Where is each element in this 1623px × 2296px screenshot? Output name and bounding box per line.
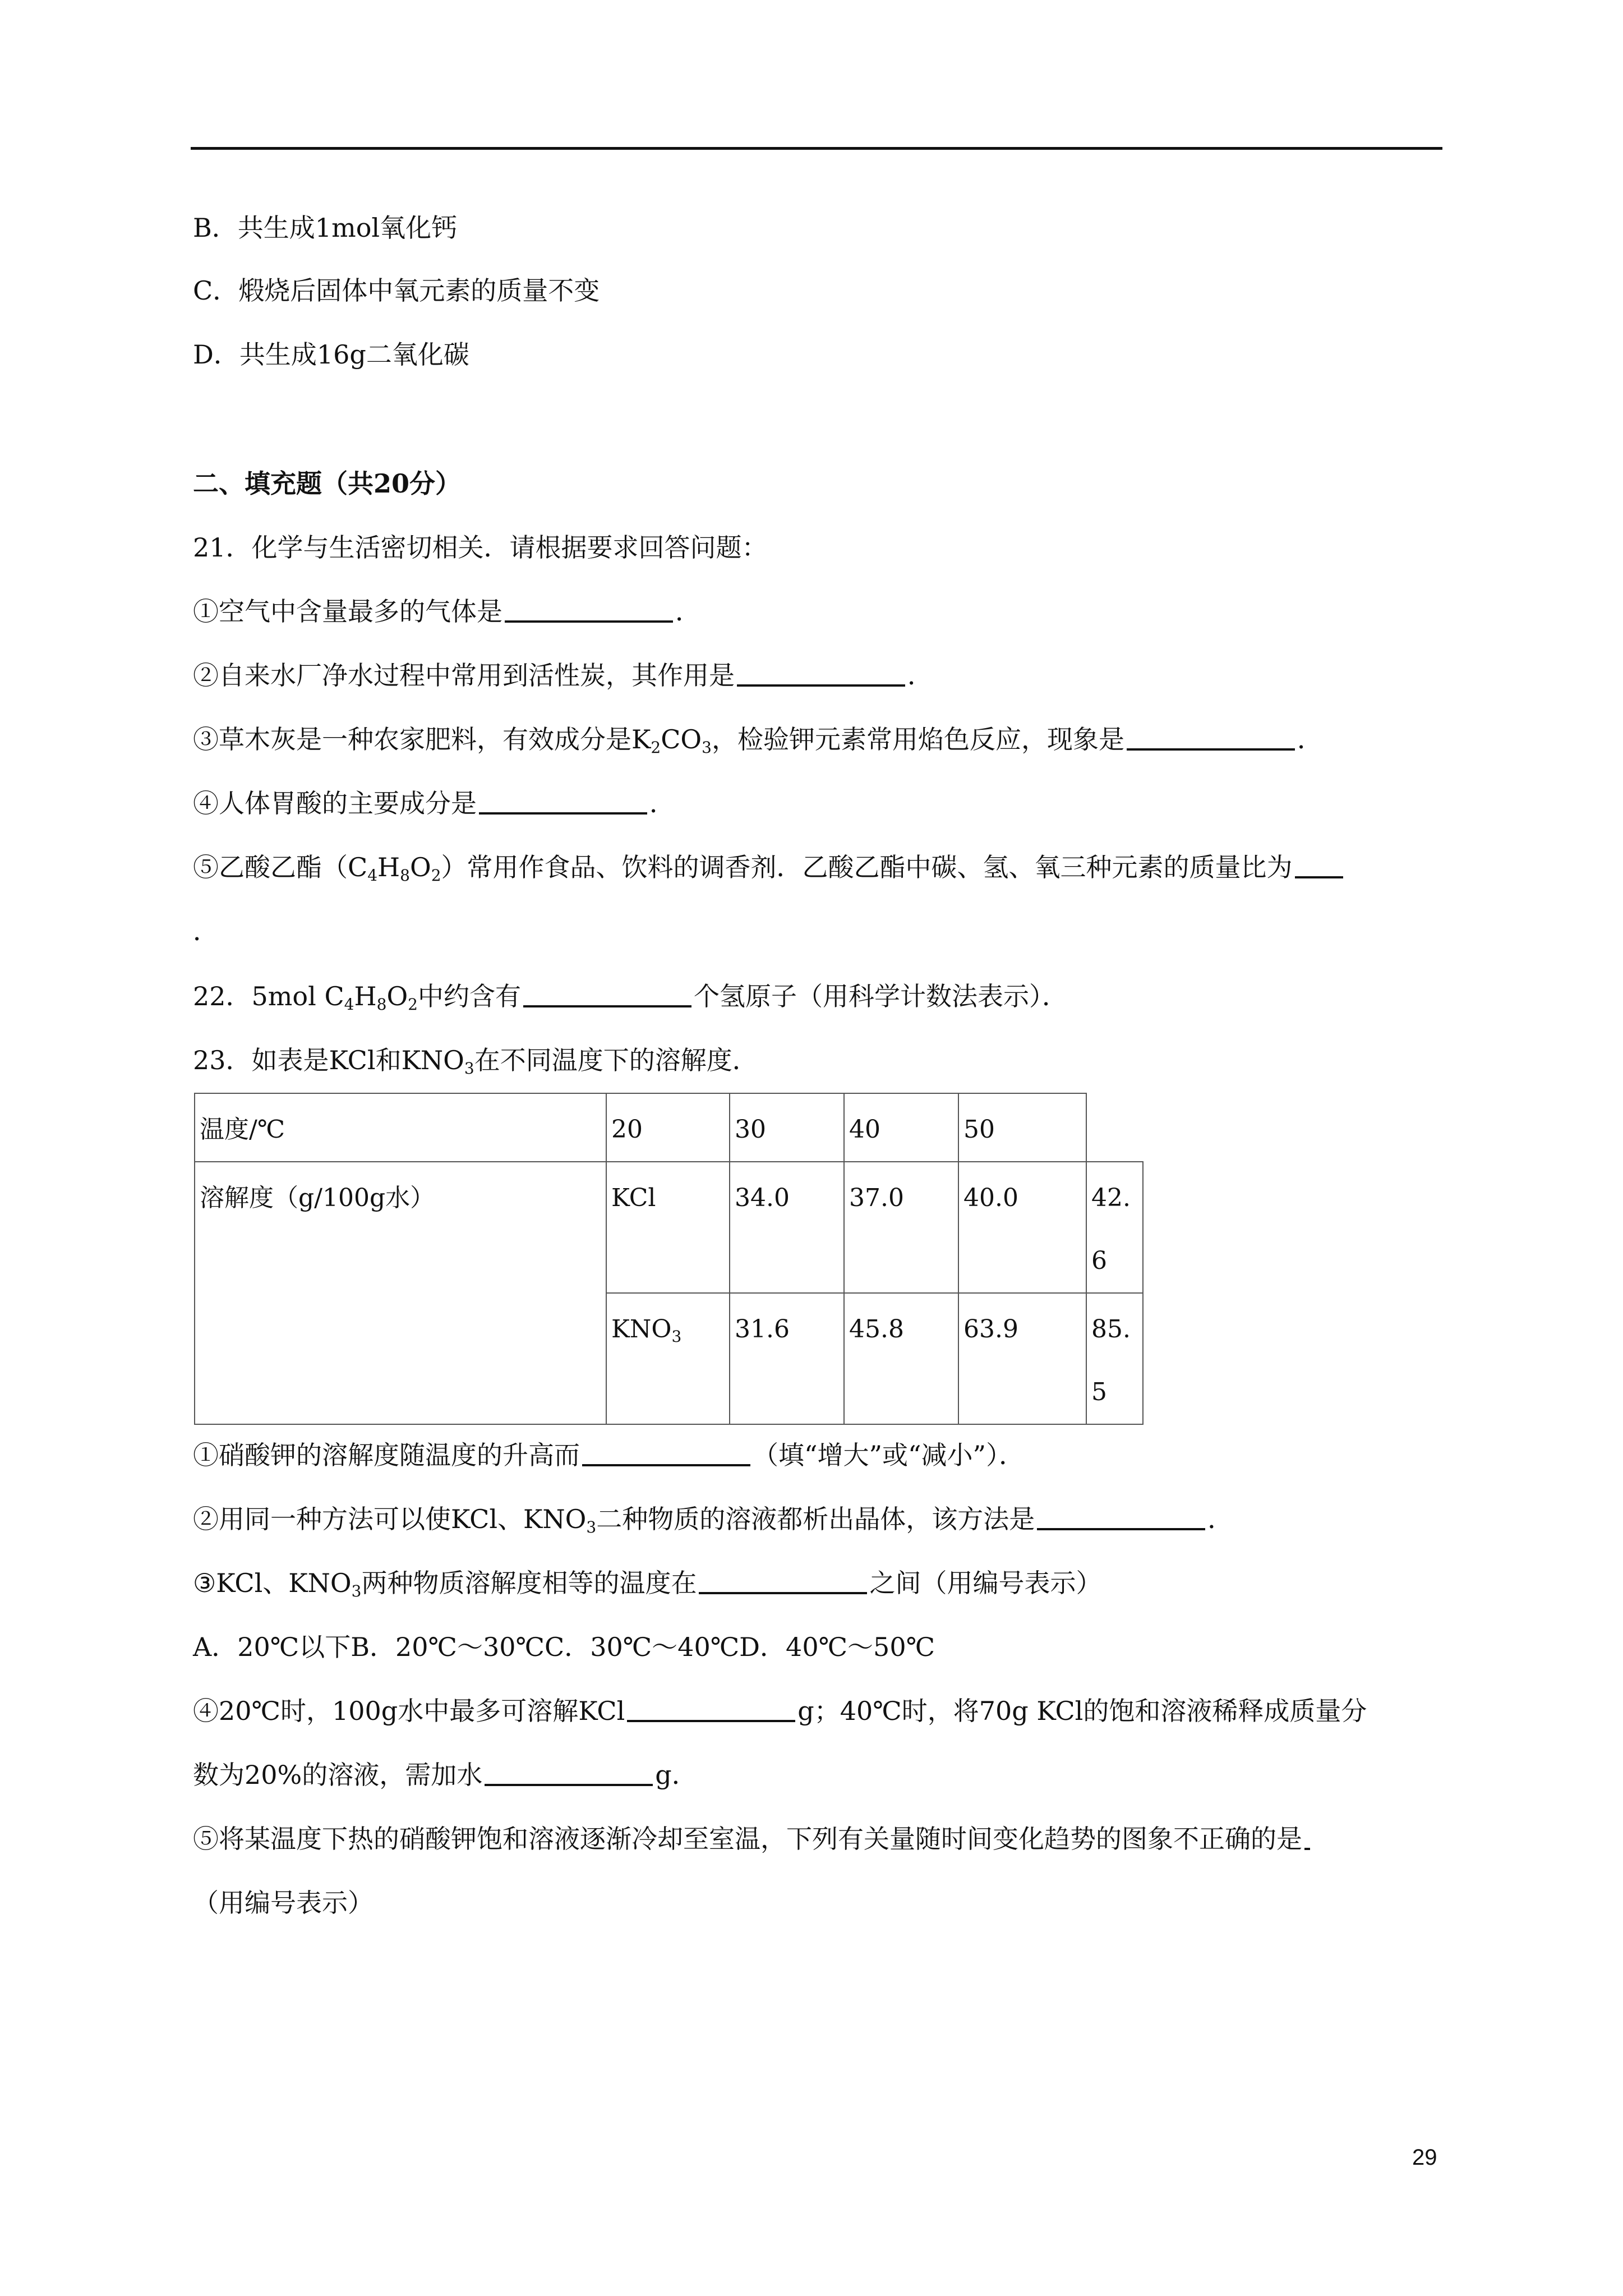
- q21-part4: ④人体胃酸的主要成分是 ．: [193, 788, 675, 818]
- temp-cell: 40: [844, 1093, 958, 1162]
- kcl-label: KCl: [606, 1162, 730, 1293]
- q23-stem: 23．如表是KCl和$KNO_3$在不同温度下的溶解度．: [193, 1045, 758, 1078]
- kno3-value: 45.8: [844, 1293, 958, 1424]
- answer-blank[interactable]: [737, 662, 905, 687]
- kcl-value: 40.0: [958, 1162, 1086, 1293]
- answer-blank[interactable]: [1037, 1506, 1205, 1530]
- option-c: C．煅烧后固体中氧元素的质量不变: [193, 275, 600, 306]
- q23-part5-line2: （用编号表示）: [193, 1888, 374, 1918]
- answer-blank[interactable]: [505, 598, 673, 623]
- q23-part4: ④20℃时，100g水中最多可溶解KCl g；40℃时，将70g KCl的饱和溶液稀释成质量分: [193, 1696, 1367, 1726]
- q23-choices: A．20℃以下B．20℃～30℃C．30℃～40℃D．40℃～50℃: [193, 1632, 935, 1662]
- q21-stem: 21．化学与生活密切相关．请根据要求回答问题：: [193, 532, 768, 563]
- q23-part4-line2: 数为20%的溶液，需加水 g．: [193, 1760, 698, 1790]
- temp-cell: 20: [606, 1093, 730, 1162]
- kcl-row: [195, 1162, 1143, 1293]
- solubility-table: [194, 1093, 1144, 1425]
- q23-part2: ②用同一种方法可以使KCl、$KNO_3$二种物质的溶液都析出晶体，该方法是 ．: [193, 1504, 1234, 1536]
- answer-blank[interactable]: [479, 790, 647, 815]
- kno3-value: 31.6: [730, 1293, 844, 1424]
- q23-part3: ③KCl、$KNO_3$两种物质溶解度相等的温度在 之间（用编号表示）: [193, 1568, 1102, 1600]
- solubility-label: 溶解度（g/100g水）: [195, 1162, 606, 1424]
- q21-part1: ①空气中含量最多的气体是 ．: [193, 596, 701, 627]
- answer-blank[interactable]: [582, 1442, 750, 1466]
- q22: 22．5mol $C_4H_8O_2$中约含有 个氢原子（用科学计数法表示）．: [193, 981, 1068, 1014]
- option-b: B．共生成1mol氧化钙: [193, 213, 458, 243]
- kcl-value: 34.0: [730, 1162, 844, 1293]
- answer-blank[interactable]: [1295, 854, 1343, 878]
- kno3-value: 85.5: [1086, 1293, 1143, 1424]
- kcl-value: 42.6: [1086, 1162, 1143, 1293]
- q21-part5-end: ．: [193, 916, 219, 946]
- q21-part3: ③草木灰是一种农家肥料，有效成分是$K_2CO_3$，检验钾元素常用焰色反应，现象是 ．: [193, 724, 1323, 757]
- kcl-value: 37.0: [844, 1162, 958, 1293]
- answer-blank[interactable]: [627, 1697, 795, 1722]
- temp-cell: 30: [730, 1093, 844, 1162]
- answer-blank[interactable]: [1127, 726, 1295, 751]
- answer-blank[interactable]: [1304, 1825, 1310, 1850]
- q23-part5: ⑤将某温度下热的硝酸钾饱和溶液逐渐冷却至室温，下列有关量随时间变化趋势的图象不正确的是: [193, 1822, 1312, 1856]
- kno3-value: 63.9: [958, 1293, 1086, 1424]
- page-number: 29: [1412, 2145, 1437, 2170]
- option-d: D．共生成16g二氧化碳: [193, 339, 469, 370]
- temperature-row: [195, 1093, 1143, 1162]
- q21-part2: ②自来水厂净水过程中常用到活性炭，其作用是 ．: [193, 660, 933, 691]
- q21-part5: ⑤乙酸乙酯$(C_4H_8O_2)$常用作食品、饮料的调香剂．乙酸乙酯中碳、氢、氧三种元素的质量比为: [193, 850, 1345, 884]
- header-rule: [191, 147, 1442, 150]
- kno3-label: $KNO_3$: [606, 1293, 730, 1424]
- q23-part1: ①硝酸钾的溶解度随温度的升高而 （填“增大”或“减小”）．: [193, 1440, 1025, 1470]
- section-heading: 二、填充题（共20分）: [193, 468, 462, 499]
- temp-label: 温度/℃: [195, 1093, 606, 1162]
- answer-blank[interactable]: [523, 983, 691, 1007]
- answer-blank[interactable]: [485, 1761, 653, 1786]
- answer-blank[interactable]: [699, 1570, 867, 1594]
- temp-cell: 50: [958, 1093, 1086, 1162]
- empty-cell: [1086, 1093, 1143, 1162]
